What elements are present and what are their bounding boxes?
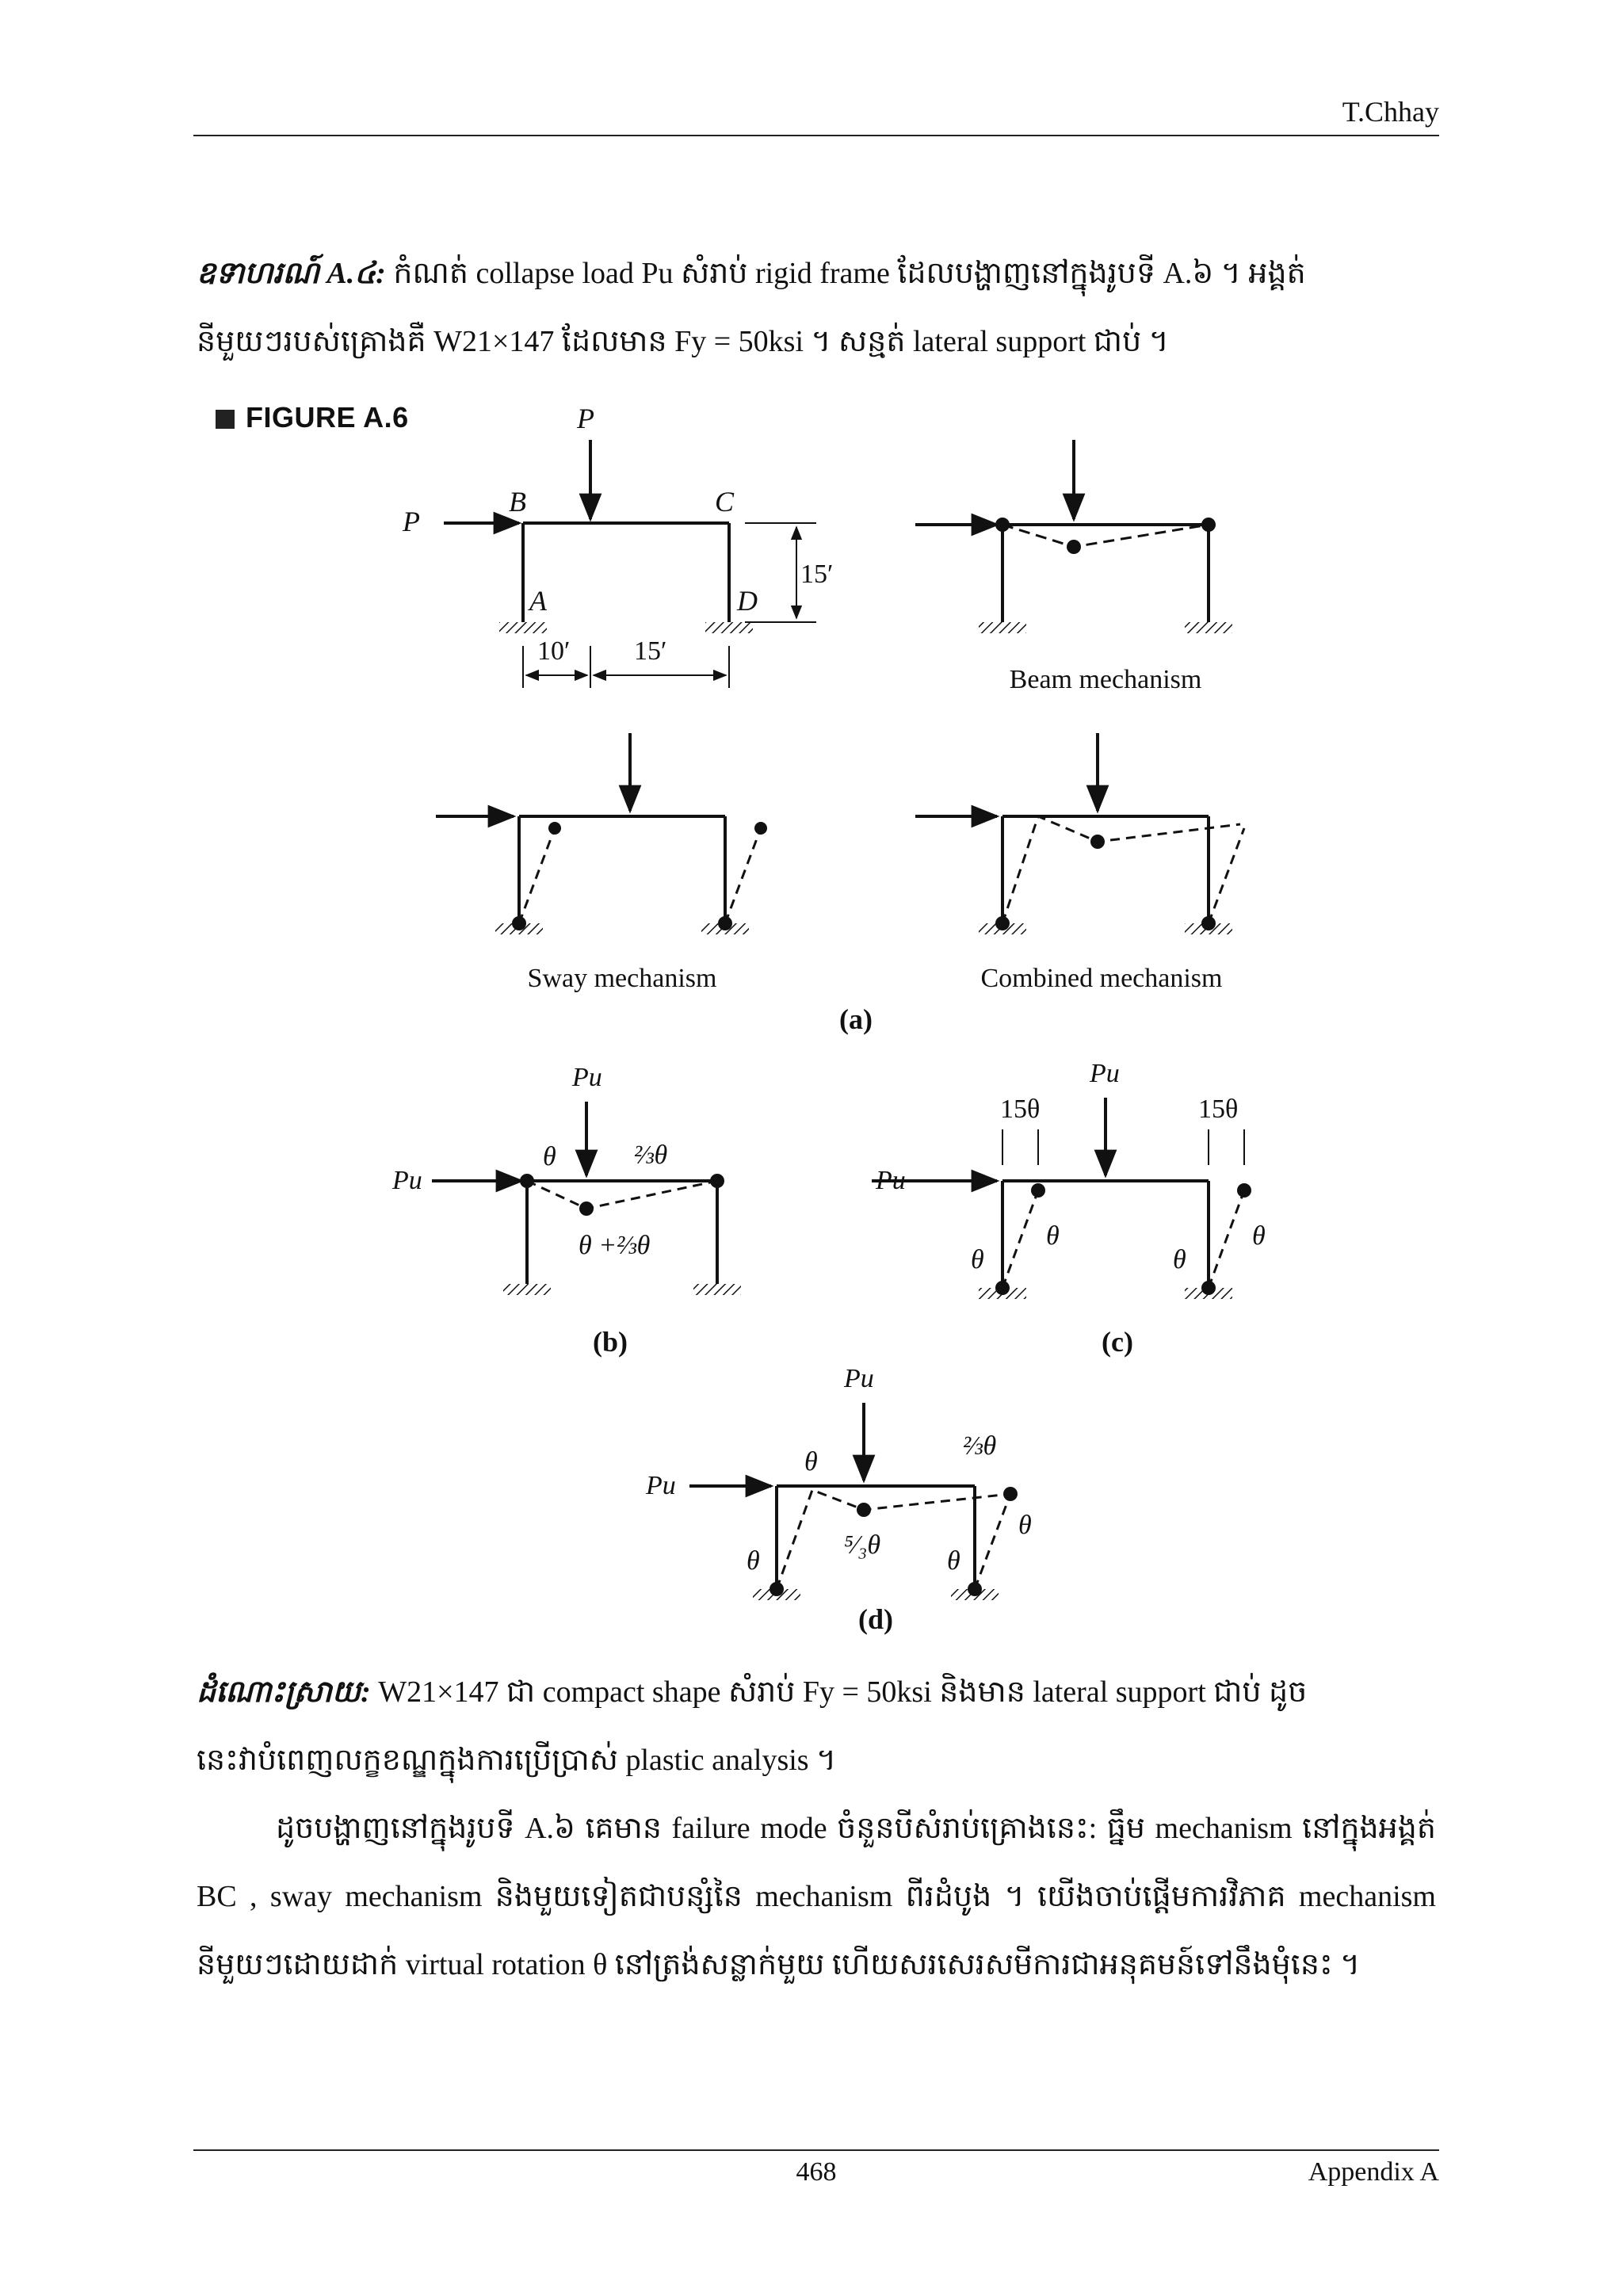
- solution-paragraph: [197, 1658, 1436, 1999]
- example-line-1: កំណត់ collapse load Pu សំរាប់ rigid frame ដែលបង្ហាញនៅក្នុងរូបទី A.៦ ។ អង្គត់: [393, 257, 1306, 290]
- hinge-dot: [857, 1503, 871, 1517]
- page-number: 468: [796, 2157, 837, 2187]
- joint-d-label: D: [737, 585, 758, 617]
- solution-paragraph-2: ដូចបង្ហាញនៅក្នុងរូបទី A.៦ គេមាន failure mode ចំនួនបីសំរាប់គ្រោងនេះ: ធ្នឹម mechanism នៅក្នុងអង្គត់ BC , sway mechanism និងមួយទៀតជាបន្សំនៃ mechanism ពីរដំបូង ។ យើងចាប់ផ្តើមការវិភាគ mechanism នីមួយៗដោយដាក់ virtual rotation θ នៅត្រង់សន្លាក់មួយ ហើយសរសេរសមីការជាអនុគមន៍ទៅនឹងមុំនេះ ។: [197, 1812, 1436, 1981]
- diagram-b: [432, 1102, 741, 1295]
- c-t3: θ: [1173, 1245, 1186, 1274]
- hinge-dot: [579, 1201, 594, 1216]
- hinge-dot: [1003, 1487, 1018, 1501]
- caption-c: (c): [1102, 1326, 1133, 1358]
- frame-diagram: [444, 440, 816, 688]
- d-pu-side: Pu: [646, 1471, 676, 1500]
- hinge-dot: [1201, 1281, 1216, 1295]
- hinge-dot: [1201, 518, 1216, 532]
- page-footer: [193, 2149, 1439, 2187]
- b-theta: θ: [543, 1142, 556, 1171]
- hinge-dot: [995, 916, 1010, 930]
- dim-10-label: 10′: [537, 636, 571, 666]
- b-pu-side: Pu: [392, 1166, 422, 1195]
- d-t2: θ: [947, 1546, 960, 1576]
- header-author: T.Chhay: [1342, 96, 1439, 128]
- d-t3: θ: [1018, 1511, 1032, 1540]
- hinge-dot: [520, 1174, 534, 1188]
- dim-15-label: 15′: [634, 636, 667, 666]
- hinge-dot: [1067, 540, 1081, 554]
- joint-a-label: A: [529, 585, 547, 617]
- caption-b: (b): [593, 1326, 628, 1358]
- d-five-thirds: ⁵⁄₃θ: [844, 1530, 881, 1560]
- beam-mechanism-caption: Beam mechanism: [1009, 665, 1202, 694]
- hinge-dot: [1090, 835, 1105, 849]
- hinge-dot: [995, 518, 1010, 532]
- hinge-dot: [1031, 1183, 1045, 1198]
- d-two-thirds: ⅔θ: [963, 1431, 997, 1461]
- c-pu-side: Pu: [876, 1166, 906, 1195]
- hinge-dot: [548, 822, 561, 835]
- joint-b-label: B: [509, 486, 526, 518]
- frame-side-load-label: P: [403, 506, 420, 537]
- beam-mechanism-diagram: [915, 440, 1232, 633]
- diagram-c: [872, 1098, 1244, 1299]
- footer-section: Appendix A: [1308, 2157, 1439, 2187]
- c-d1: 15θ: [1000, 1095, 1041, 1124]
- c-t4: θ: [1252, 1221, 1266, 1251]
- hinge-dot: [754, 822, 767, 835]
- caption-a: (a): [839, 1003, 873, 1035]
- c-pu-top: Pu: [1090, 1059, 1120, 1088]
- c-t1: θ: [971, 1245, 984, 1274]
- frame-load-label: P: [577, 403, 594, 434]
- hinge-dot: [968, 1582, 982, 1596]
- c-d2: 15θ: [1198, 1095, 1239, 1124]
- hinge-dot: [995, 1281, 1010, 1295]
- figure-title-text: FIGURE A.6: [246, 401, 409, 434]
- d-theta-top: θ: [804, 1447, 818, 1477]
- combined-mechanism-caption: Combined mechanism: [980, 964, 1223, 993]
- height-dim-label: 15′: [800, 560, 834, 589]
- c-t2: θ: [1046, 1221, 1060, 1251]
- example-line-2: នីមួយៗរបស់គ្រោងគឺ W21×147 ដែលមាន Fy = 50ksi ។ សន្មត់ lateral support ជាប់ ។: [197, 325, 1169, 358]
- hinge-dot: [710, 1174, 724, 1188]
- b-pu-top: Pu: [572, 1063, 602, 1092]
- sway-mechanism-caption: Sway mechanism: [527, 964, 717, 993]
- hinge-dot: [1201, 916, 1216, 930]
- d-pu-top: Pu: [844, 1364, 874, 1393]
- d-t1: θ: [747, 1546, 760, 1576]
- hinge-dot: [512, 916, 526, 930]
- b-two-thirds: ⅔θ: [634, 1140, 668, 1170]
- solution-line-2: នេះវាបំពេញលក្ខខណ្ឌក្នុងការប្រើប្រាស់ plastic analysis ។: [197, 1744, 837, 1777]
- sway-mechanism-diagram: [436, 733, 761, 934]
- solution-label: ដំណោះស្រាយ:: [197, 1675, 371, 1709]
- joint-c-label: C: [715, 486, 735, 518]
- hinge-dot: [769, 1582, 784, 1596]
- example-label: ឧទាហរណ៍ A.៤:: [197, 257, 386, 290]
- hinge-dot: [718, 916, 732, 930]
- caption-d: (d): [858, 1603, 893, 1635]
- b-sum: θ +⅔θ: [579, 1231, 651, 1260]
- solution-line-1: W21×147 ជា compact shape សំរាប់ Fy = 50ksi និងមាន lateral support ជាប់ ដូច: [378, 1675, 1308, 1709]
- combined-mechanism-diagram: [915, 733, 1244, 934]
- hinge-dot: [1237, 1183, 1251, 1198]
